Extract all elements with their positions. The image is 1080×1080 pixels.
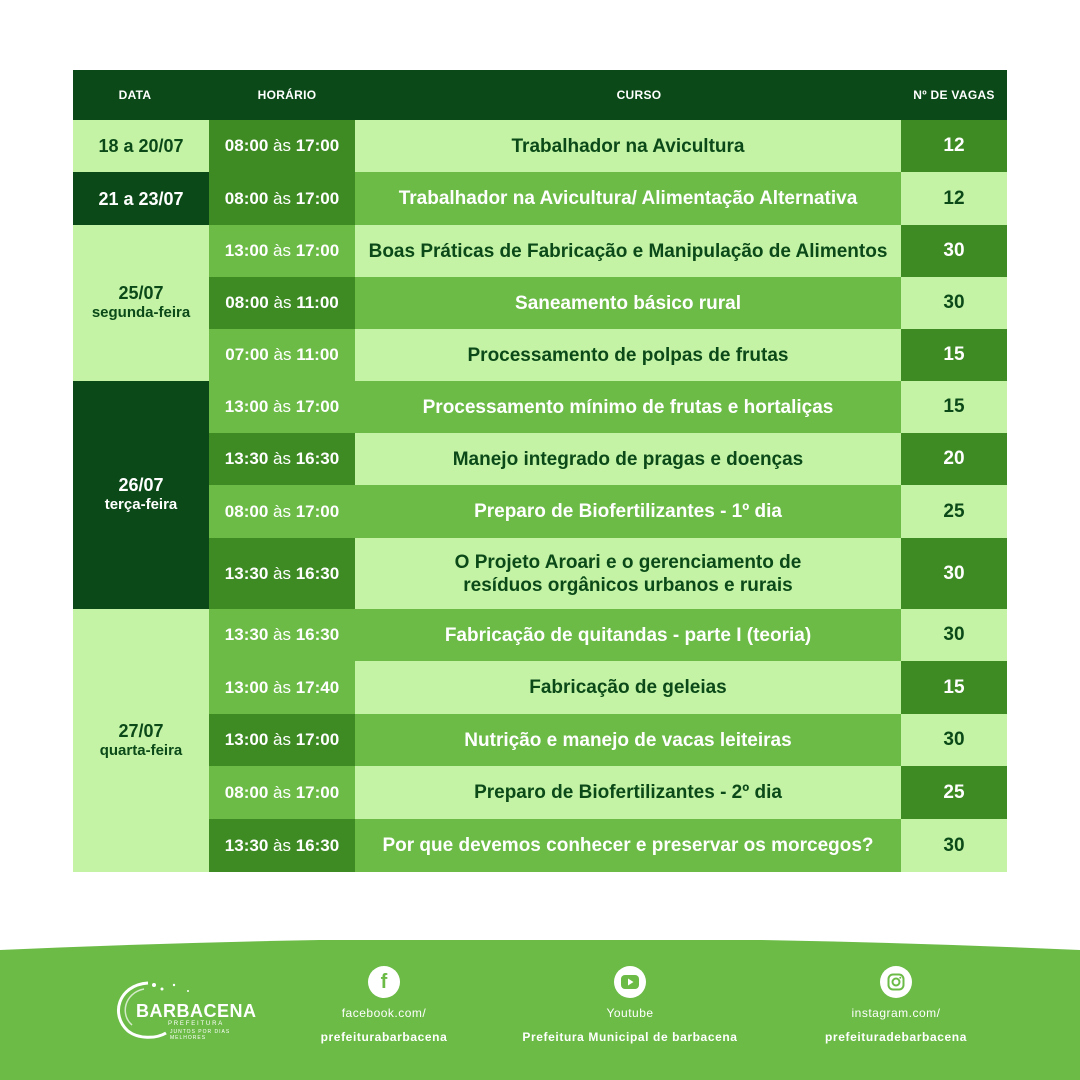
course-text	[468, 344, 789, 367]
instagram-link[interactable]	[776, 940, 1016, 1044]
date-value: 27/07	[118, 720, 164, 741]
vacancies-value: 25	[943, 500, 965, 522]
time-cell	[209, 714, 355, 766]
course-text	[445, 624, 811, 647]
course-text	[369, 240, 888, 263]
header-time: HORÁRIO	[197, 70, 377, 120]
facebook-line1: facebook.com/	[341, 1006, 427, 1020]
logo-sub1: PREFEITURA	[168, 1021, 225, 1027]
youtube-icon	[614, 966, 646, 998]
time-end: 16:30	[295, 449, 340, 468]
time-separator: às	[273, 677, 291, 697]
course-text	[382, 834, 873, 857]
time-cell	[209, 819, 355, 872]
vacancies-cell	[901, 381, 1007, 433]
course-cell	[355, 277, 901, 329]
time-cell	[209, 538, 355, 609]
time-start: 08:00	[224, 136, 269, 155]
date-value: 21 a 23/07	[98, 188, 184, 209]
vacancies-cell	[901, 609, 1007, 661]
instagram-line1: instagram.com/	[851, 1006, 941, 1020]
date-cell	[73, 120, 209, 172]
course-line1: Nutrição e manejo de vacas leiteiras	[464, 729, 792, 751]
course-line1: Manejo integrado de pragas e doenças	[452, 448, 804, 470]
course-line1: Fabricação de quitandas - parte I (teoria)	[444, 624, 812, 646]
time-end: 16:30	[295, 835, 340, 855]
time-cell	[209, 609, 355, 661]
time-separator: às	[273, 782, 291, 802]
time-end: 17:00	[295, 730, 340, 749]
time-separator: às	[273, 188, 291, 208]
time-separator: às	[273, 625, 291, 644]
course-line1: Boas Práticas de Fabricação e Manipulação de Alimentos	[368, 240, 888, 262]
course-text	[399, 187, 858, 210]
vacancies-cell	[901, 661, 1007, 714]
time-cell	[209, 661, 355, 714]
time-cell	[209, 766, 355, 819]
date-cell	[73, 609, 209, 872]
youtube-link[interactable]	[510, 940, 750, 1044]
facebook-line2: prefeiturabarbacena	[320, 1030, 448, 1044]
vacancies-value: 12	[943, 187, 965, 209]
vacancies-cell	[901, 819, 1007, 872]
date-cell	[73, 172, 209, 225]
time-end: 17:00	[295, 188, 340, 208]
vacancies-value: 30	[943, 562, 965, 584]
course-cell	[355, 433, 901, 485]
weekday: segunda-feira	[91, 304, 191, 321]
course-text	[455, 551, 802, 597]
course-line1: Trabalhador na Avicultura/ Alimentação Alternativa	[398, 188, 858, 209]
vacancies-cell	[901, 538, 1007, 609]
vacancies-cell	[901, 120, 1007, 172]
course-cell	[355, 120, 901, 172]
course-text	[423, 396, 834, 419]
vacancies-value: 15	[943, 396, 965, 417]
time-start: 13:30	[224, 625, 269, 644]
time-cell	[209, 120, 355, 172]
facebook-icon: f	[368, 966, 400, 998]
time-start: 08:00	[224, 782, 269, 802]
vacancies-value: 30	[943, 624, 965, 645]
time-cell	[209, 381, 355, 433]
course-line1: Fabricação de geleias	[529, 677, 727, 698]
course-cell	[355, 485, 901, 538]
date-value: 18 a 20/07	[98, 136, 184, 156]
vacancies-cell	[901, 225, 1007, 277]
time-cell	[209, 225, 355, 277]
header-date: DATA	[73, 70, 197, 120]
course-cell	[355, 819, 901, 872]
logo-name: BARBACENA	[136, 1001, 257, 1021]
logo-sub2: JUNTOS POR DIAS MELHORES	[170, 1029, 231, 1041]
time-separator: às	[273, 293, 292, 312]
course-cell	[355, 172, 901, 225]
instagram-line2: prefeituradebarbacena	[825, 1030, 967, 1044]
course-line1: O Projeto Aroari e o gerenciamento de	[454, 551, 802, 573]
course-cell	[355, 381, 901, 433]
date-cell	[73, 381, 209, 609]
time-start: 13:00	[224, 241, 269, 260]
time-end: 16:30	[295, 625, 340, 644]
course-line1: Por que devemos conhecer e preservar os morcegos?	[382, 835, 874, 856]
time-start: 08:00	[225, 293, 269, 312]
time-start: 13:30	[224, 835, 269, 855]
facebook-link[interactable]	[264, 940, 504, 1044]
time-separator: às	[273, 449, 291, 468]
course-cell	[355, 329, 901, 381]
time-separator: às	[273, 501, 291, 521]
date-cell	[73, 225, 209, 381]
time-cell	[209, 172, 355, 225]
course-cell	[355, 538, 901, 609]
time-end: 16:30	[295, 563, 340, 583]
date-value: 26/07	[118, 475, 164, 495]
time-start: 13:00	[224, 397, 269, 416]
time-start: 07:00	[225, 345, 269, 364]
header-vacancies: Nº DE VAGAS	[901, 70, 1007, 120]
weekday: terça-feira	[104, 496, 178, 513]
course-text	[453, 448, 804, 471]
time-end: 11:00	[296, 345, 339, 364]
vacancies-cell	[901, 172, 1007, 225]
time-end: 11:00	[296, 293, 339, 312]
vacancies-cell	[901, 485, 1007, 538]
vacancies-value: 30	[943, 834, 965, 856]
time-cell	[209, 485, 355, 538]
vacancies-value: 30	[943, 240, 965, 261]
time-separator: às	[273, 563, 291, 583]
vacancies-cell	[901, 714, 1007, 766]
course-cell	[355, 661, 901, 714]
course-line1: Preparo de Biofertilizantes - 2º dia	[474, 782, 782, 803]
header-course: CURSO	[377, 70, 901, 120]
time-end: 17:00	[295, 136, 340, 155]
time-start: 08:00	[224, 188, 269, 208]
course-line1: Processamento mínimo de frutas e hortaliças	[422, 396, 834, 418]
vacancies-cell	[901, 766, 1007, 819]
youtube-line1: Youtube	[606, 1006, 654, 1020]
time-end: 17:00	[295, 782, 340, 802]
date-value: 25/07	[118, 283, 164, 303]
time-separator: às	[273, 136, 291, 155]
time-start: 13:30	[224, 449, 269, 468]
schedule-table	[73, 70, 1007, 872]
course-line1: Trabalhador na Avicultura	[511, 135, 745, 157]
time-cell	[209, 433, 355, 485]
time-separator: às	[273, 397, 291, 416]
time-cell	[209, 329, 355, 381]
course-text	[474, 781, 782, 804]
course-line1: Processamento de polpas de frutas	[467, 344, 789, 366]
vacancies-value: 25	[943, 781, 965, 803]
time-start: 08:00	[224, 501, 269, 521]
vacancies-value: 15	[943, 344, 965, 365]
barbacena-logo	[108, 975, 258, 1045]
course-cell	[355, 225, 901, 277]
course-text	[529, 676, 727, 699]
vacancies-value: 30	[943, 729, 965, 750]
time-separator: às	[273, 241, 291, 260]
instagram-icon	[880, 966, 912, 998]
time-separator: às	[273, 730, 291, 749]
time-cell	[209, 277, 355, 329]
time-end: 17:00	[295, 397, 340, 416]
time-end: 17:00	[295, 501, 340, 521]
course-cell	[355, 714, 901, 766]
time-separator: às	[273, 345, 292, 364]
vacancies-value: 20	[943, 448, 965, 469]
youtube-line2: Prefeitura Municipal de barbacena	[522, 1030, 738, 1044]
vacancies-value: 12	[943, 135, 965, 156]
vacancies-cell	[901, 277, 1007, 329]
time-end: 17:40	[295, 677, 340, 697]
time-end: 17:00	[295, 241, 340, 260]
course-text	[512, 135, 745, 158]
course-line1: Saneamento básico rural	[515, 292, 741, 314]
vacancies-value: 15	[943, 676, 965, 698]
vacancies-value: 30	[943, 292, 965, 313]
vacancies-cell	[901, 433, 1007, 485]
course-text	[515, 292, 741, 315]
course-cell	[355, 609, 901, 661]
course-line2: resíduos orgânicos urbanos e rurais	[463, 574, 793, 596]
course-text	[464, 729, 791, 752]
course-cell	[355, 766, 901, 819]
time-start: 13:30	[224, 563, 269, 583]
vacancies-cell	[901, 329, 1007, 381]
course-line1: Preparo de Biofertilizantes - 1º dia	[474, 501, 782, 522]
time-separator: às	[273, 835, 291, 855]
time-start: 13:00	[224, 730, 269, 749]
course-text	[474, 500, 782, 523]
time-start: 13:00	[224, 677, 269, 697]
weekday: quarta-feira	[99, 741, 183, 759]
